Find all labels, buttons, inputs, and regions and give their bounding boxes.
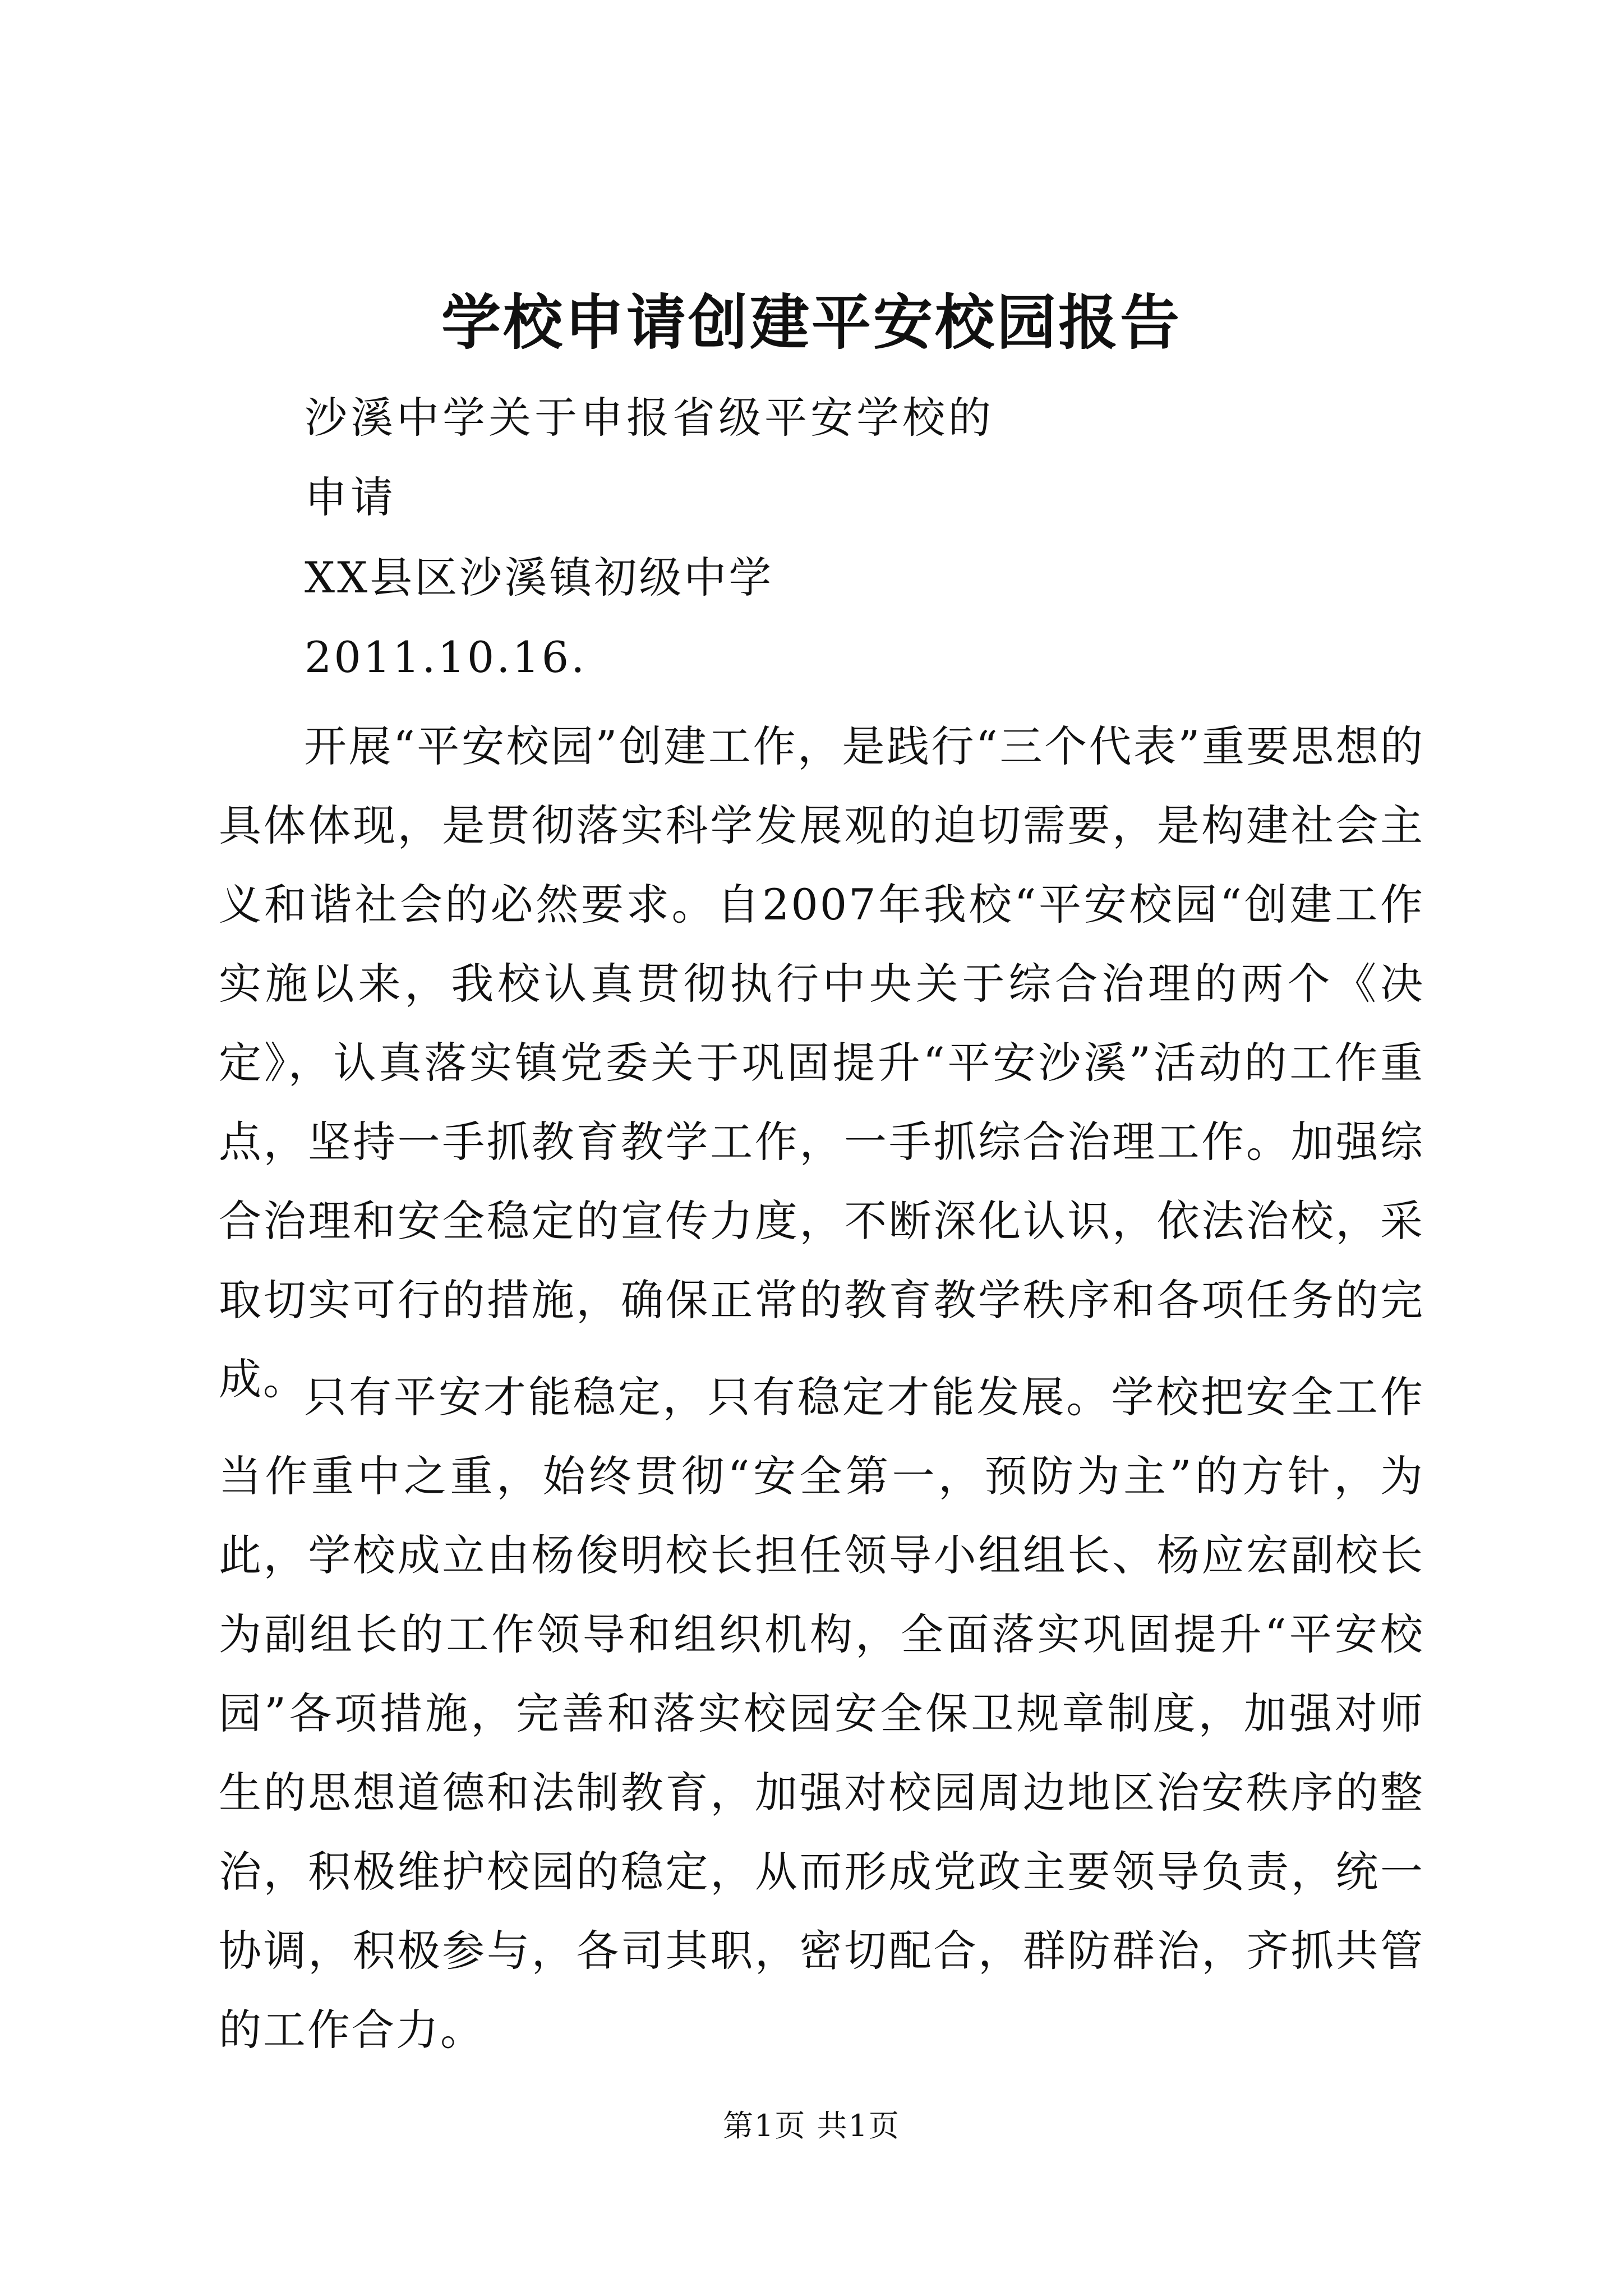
- document-date: 2011.10.16.: [305, 632, 587, 682]
- document-title: 学校申请创建平安校园报告: [441, 287, 1182, 357]
- page-number-footer: 第1页 共1页: [723, 2108, 900, 2143]
- body-paragraph: 开展“平安校园”创建工作，是践行“三个代表”重要思想的具体体现，是贯彻落实科学发展观的迫切需要，是构建社会主义和谐社会的必然要求。自2007年我校“平安校园“创建工作实施以来，我校认真贯彻执行中央关于综合治理的两个《决定》，认真落实镇党委关于巩固提升“平安沙溪”活动的工作重点，坚持一手抓教育教学工作，一手抓综合治理工作。加强综合治理和安全稳定的宣传力度，不断深化认识，依法治校，采取切实可行的措施，确保正常的教育教学秩序和各项任务的完成。: [219, 721, 1424, 1404]
- subject-line: 沙溪中学关于申报省级平安学校的: [305, 393, 994, 443]
- body-paragraph: 只有平安才能稳定，只有稳定才能发展。学校把安全工作当作重中之重，始终贯彻“安全第一，预防为主”的方针，为此，学校成立由杨俊明校长担任领导小组组长、杨应宏副校长为副组长的工作领导和组织机构，全面落实巩固提升“平安校园”各项措施，完善和落实校园安全保卫规章制度，加强对师生的思想道德和法制教育，加强对校园周边地区治安秩序的整治，积极维护校园的稳定，从而形成党政主要领导负责，统一协调，积极参与，各司其职，密切配合，群防群治，齐抓共管的工作合力。: [219, 1372, 1424, 2055]
- school-name: XX县区沙溪镇初级中学: [305, 553, 774, 602]
- subject-line-continued: 申请: [305, 472, 396, 522]
